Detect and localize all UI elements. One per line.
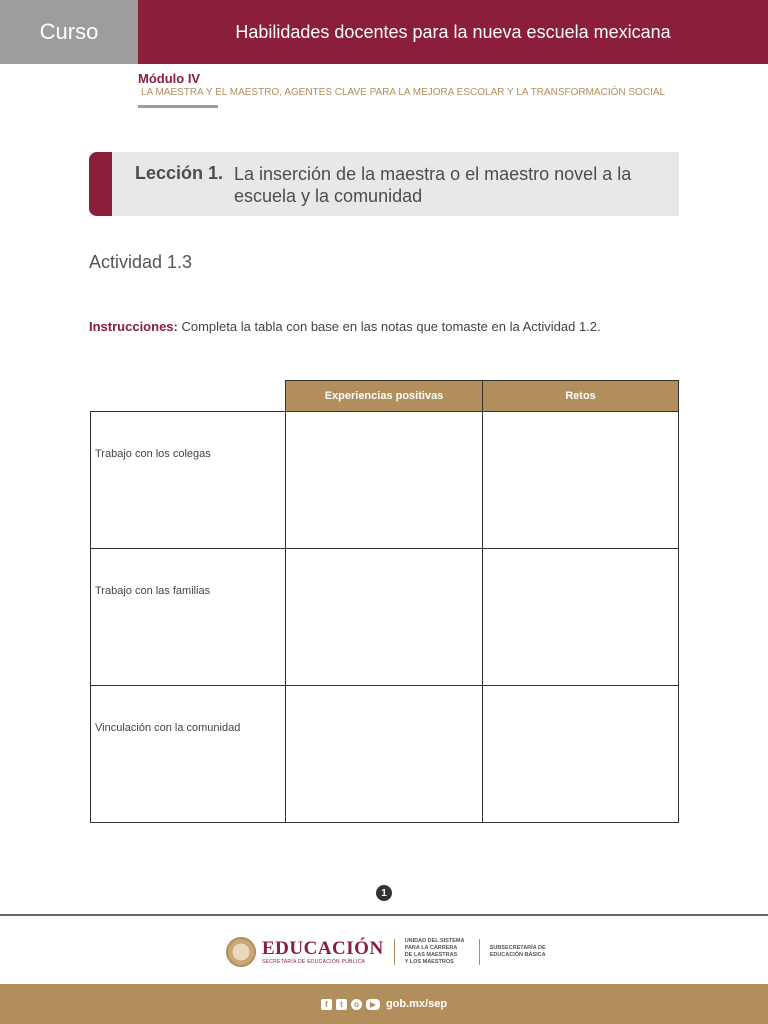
subsecretaria-name: SUBSECRETARÍA DE EDUCACIÓN BÁSICA	[489, 945, 546, 958]
course-title: Habilidades docentes para la nueva escuela mexicana	[235, 21, 671, 42]
logo-separator-2	[479, 939, 480, 965]
education-brand: EDUCACIÓN	[262, 938, 384, 959]
instagram-icon[interactable]: o	[351, 999, 362, 1010]
twitter-icon[interactable]: t	[336, 999, 347, 1010]
page-number: 1	[376, 885, 392, 901]
education-brand-sub: SECRETARÍA DE EDUCACIÓN PÚBLICA	[262, 959, 366, 965]
mexico-seal-icon	[226, 937, 256, 967]
unit-name: UNIDAD DEL SISTEMA PARA LA CARRERA DE LAS MAESTRAS Y LOS MAESTROS	[404, 938, 465, 965]
row-label-colleagues: Trabajo con los colegas	[90, 411, 286, 549]
cell-families-challenges[interactable]	[482, 548, 679, 686]
instructions-text: Completa la tabla con base en las notas que tomaste en la Actividad 1.2.	[177, 319, 601, 334]
course-title-bar	[138, 0, 768, 64]
lesson-box	[89, 152, 679, 216]
lesson-title: La inserción de la maestra o el maestro novel a la escuela y la comunidad	[234, 164, 632, 206]
module-title: Módulo IV	[138, 71, 201, 86]
facebook-icon[interactable]: f	[321, 999, 332, 1010]
education-logo	[262, 939, 384, 965]
column-header-challenges: Retos	[482, 380, 679, 412]
footer-logos	[226, 934, 560, 970]
youtube-icon[interactable]: ▶	[366, 999, 380, 1010]
lesson-number: Lección 1.	[135, 163, 224, 183]
activity-title: Actividad 1.3	[89, 252, 193, 272]
cell-community-positive[interactable]	[285, 685, 483, 823]
instructions-label: Instrucciones:	[89, 319, 178, 334]
gob-url-link[interactable]: gob.mx/sep	[385, 998, 448, 1010]
row-label-community: Vinculación con la comunidad	[90, 685, 286, 823]
module-subtitle: LA MAESTRA Y EL MAESTRO, AGENTES CLAVE PARA LA MEJORA ESCOLAR Y LA TRANSFORMACIÓN SOCIAL	[141, 87, 666, 98]
lesson-tab-accent	[89, 152, 112, 216]
logo-separator	[394, 939, 395, 965]
cell-community-challenges[interactable]	[482, 685, 679, 823]
row-label-families: Trabajo con las familias	[90, 548, 286, 686]
column-header-positive: Experiencias positivas	[285, 380, 483, 412]
cell-colleagues-positive[interactable]	[285, 411, 483, 549]
course-label: Curso	[39, 19, 99, 44]
cell-families-positive[interactable]	[285, 548, 483, 686]
course-label-box	[0, 0, 138, 64]
social-links	[321, 998, 447, 1010]
module-underline	[138, 105, 218, 108]
cell-colleagues-challenges[interactable]	[482, 411, 679, 549]
footer-bar	[0, 984, 768, 1024]
footer-divider	[0, 914, 768, 916]
instructions	[89, 319, 601, 334]
